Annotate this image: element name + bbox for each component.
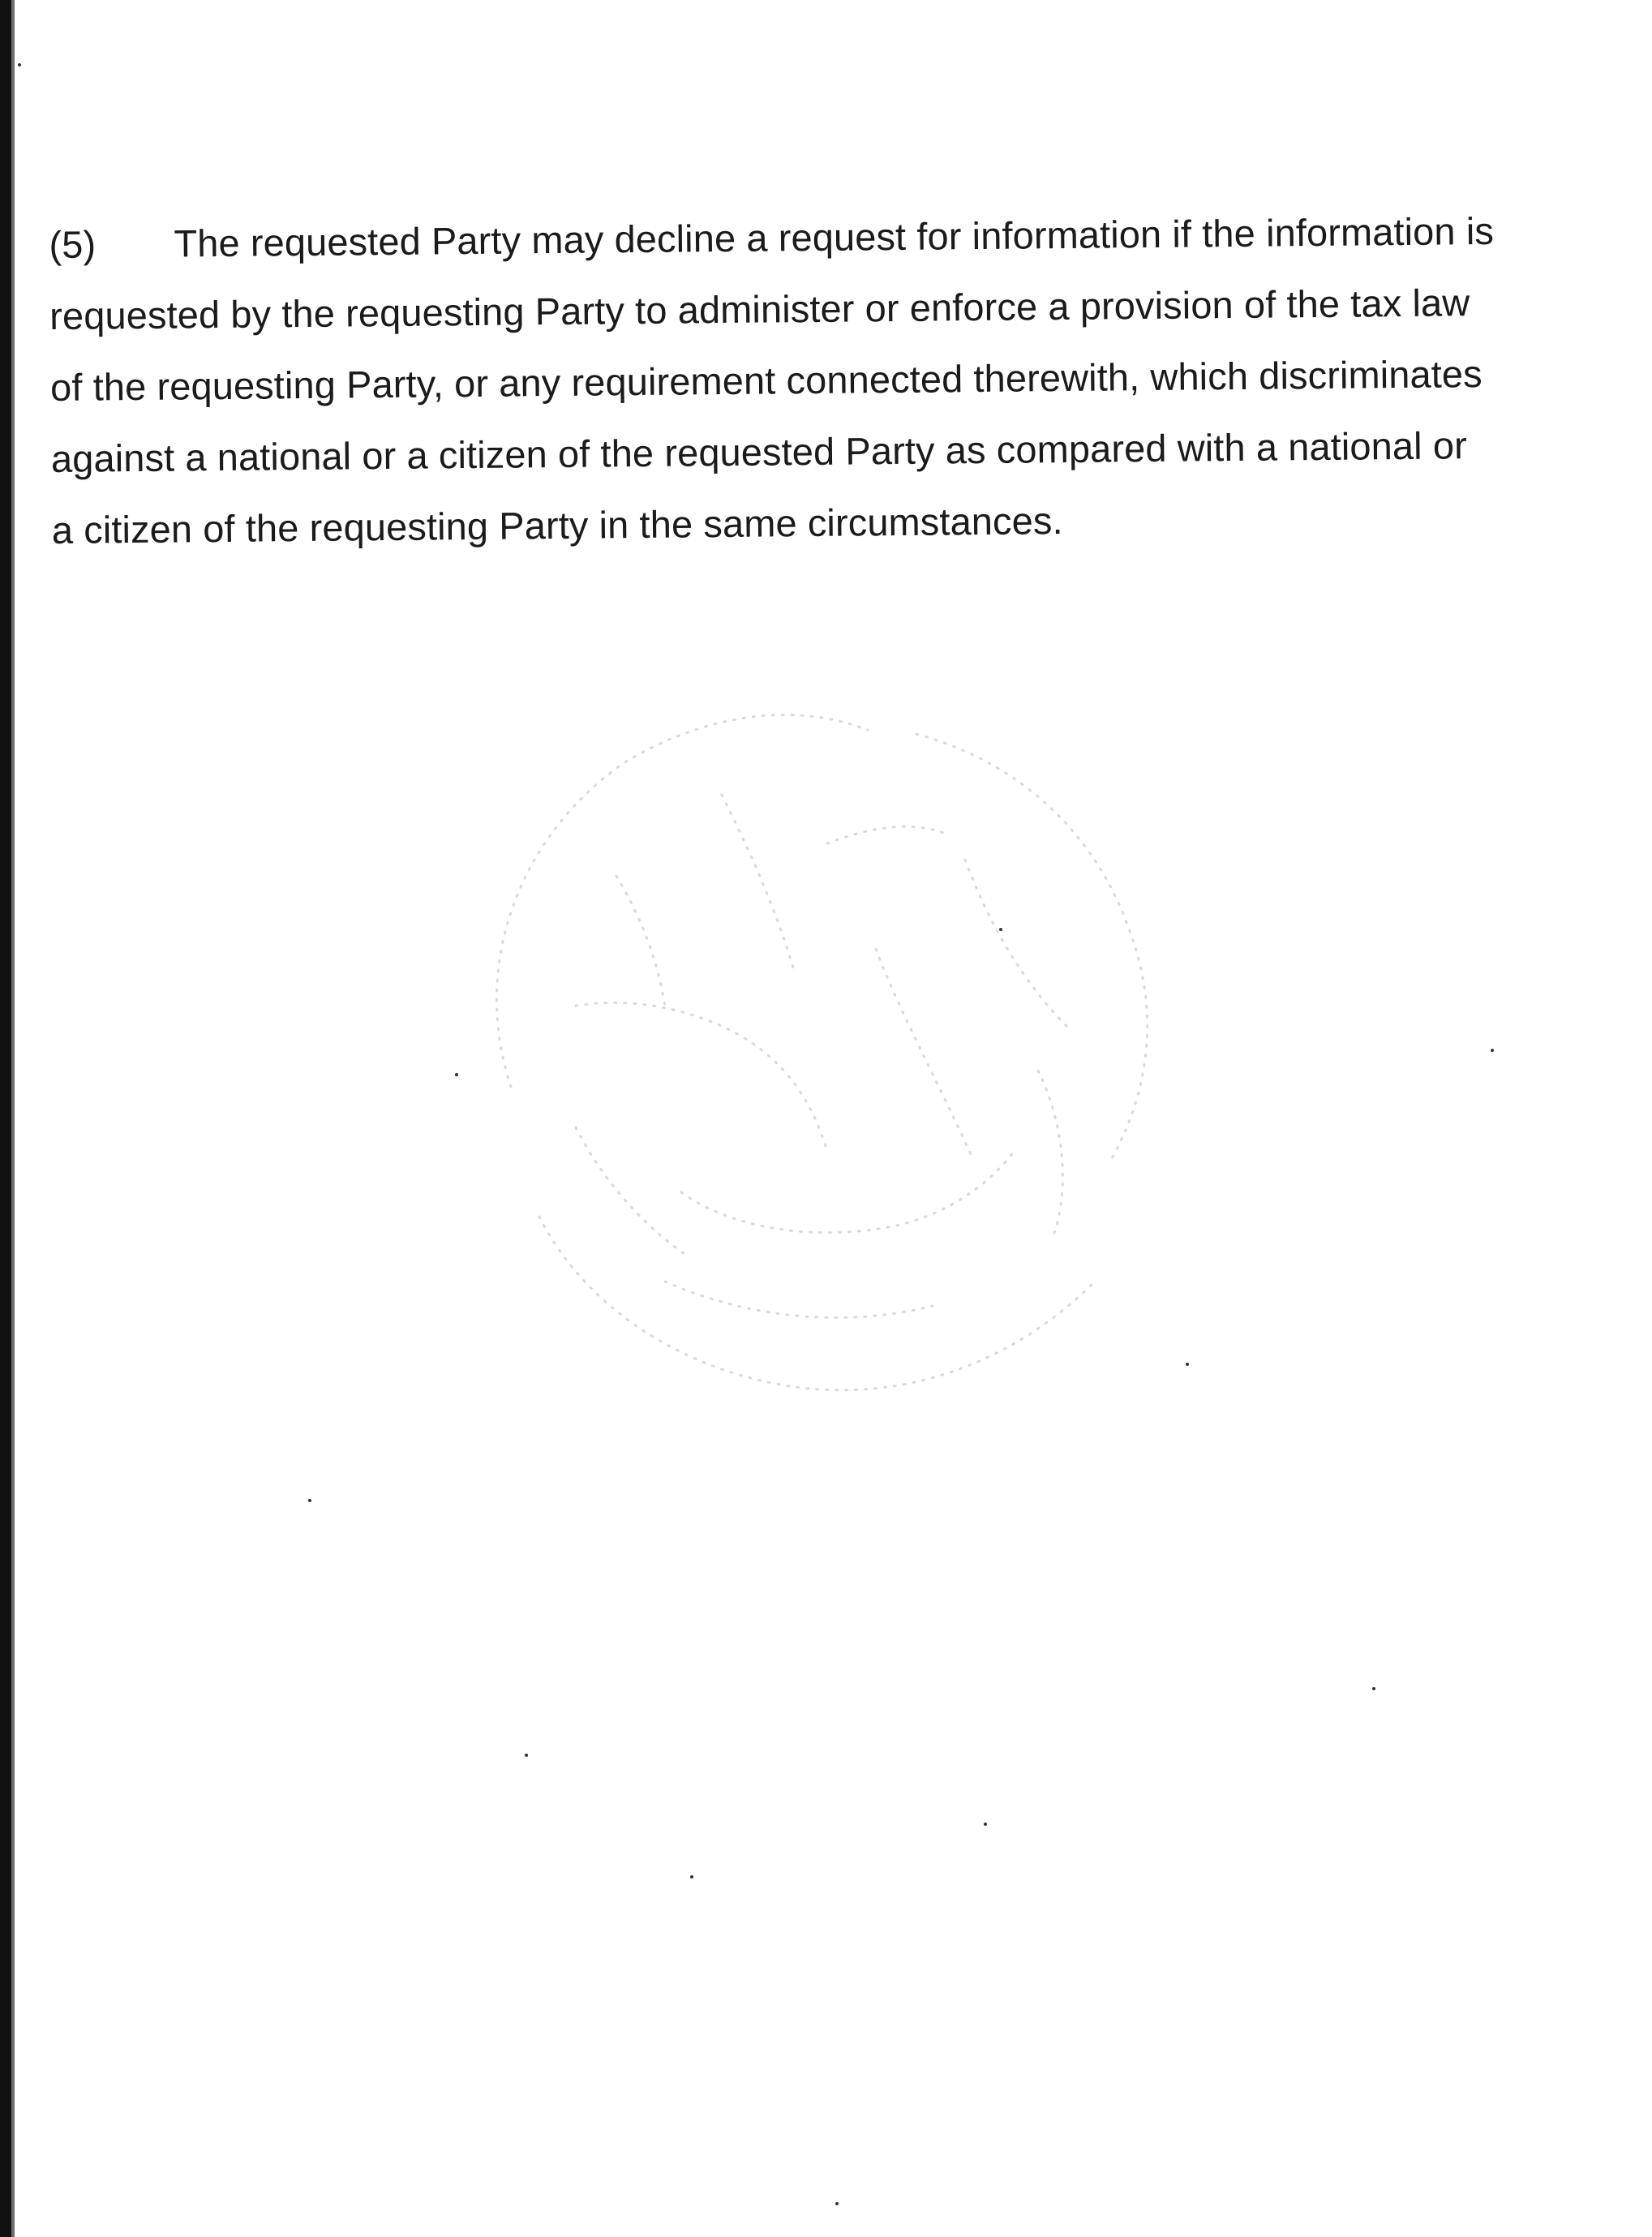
scan-speck [18, 63, 21, 67]
scan-speck [999, 928, 1002, 931]
embossed-seal-icon [373, 665, 1346, 1460]
paragraph-line-1-text: The requested Party may decline a request for information if the information is [174, 208, 1495, 265]
scan-speck [1491, 1049, 1494, 1052]
scan-speck [308, 1499, 311, 1502]
scan-speck [1186, 1363, 1189, 1366]
scan-left-edge-fade [11, 0, 15, 2237]
section-paragraph [49, 195, 1577, 566]
scan-speck [835, 2202, 839, 2205]
paragraph-line-3: of the requesting Party, or any requirement connected therewith, which discriminates [49, 352, 1483, 409]
scan-speck [690, 1875, 693, 1878]
paragraph-line-2: requested by the requesting Party to administer or enforce a provision of the tax law [49, 281, 1470, 337]
paragraph-line-4: against a national or a citizen of the requested Party as compared with a national or [50, 423, 1468, 480]
scan-speck [455, 1073, 458, 1076]
scan-speck [1372, 1687, 1375, 1690]
scan-speck [525, 1754, 528, 1757]
paragraph-line-5: a citizen of the requesting Party in the same circumstances. [51, 499, 1063, 552]
scan-left-edge [0, 0, 11, 2237]
scan-speck [984, 1823, 987, 1826]
section-number: (5) [49, 222, 97, 266]
